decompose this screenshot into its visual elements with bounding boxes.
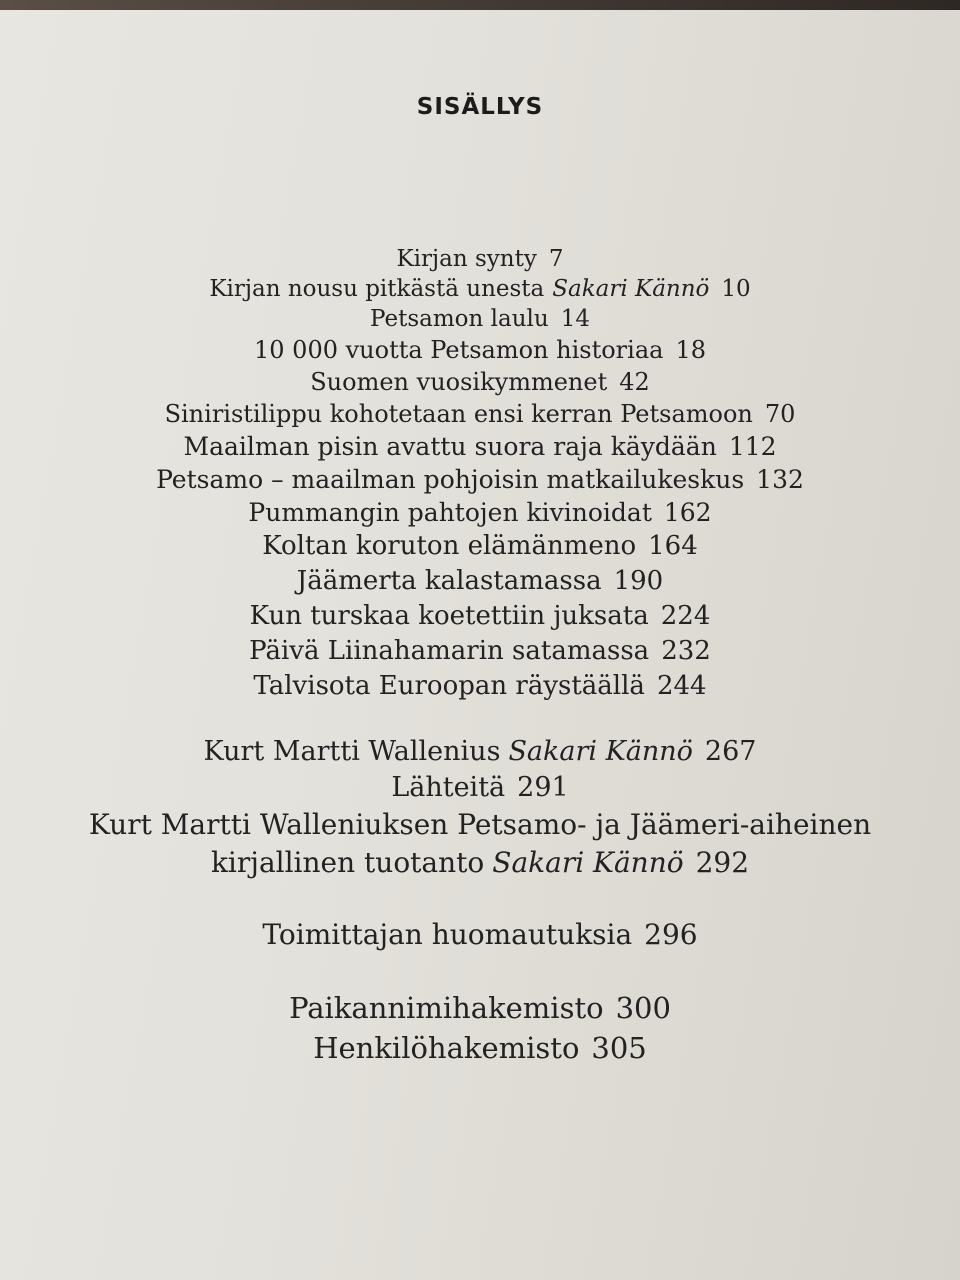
toc-entry	[0, 496, 960, 529]
toc-entry-title: Kurt Martti Wallenius	[203, 736, 501, 767]
toc-entry-title-continued: kirjallinen tuotanto	[210, 846, 485, 879]
toc-entry	[0, 529, 960, 564]
section-spacer	[0, 954, 960, 988]
toc-entry	[0, 634, 960, 669]
page-heading: SISÄLLYS	[416, 94, 544, 120]
toc-entry-title: 10 000 vuotta Petsamon historiaa	[254, 336, 664, 364]
toc-entry-page: 300	[615, 991, 671, 1025]
toc-entry-page: 224	[660, 601, 711, 631]
toc-entry-page: 164	[648, 531, 698, 561]
toc-entry-page: 112	[728, 432, 777, 461]
toc-entry-page: 190	[613, 566, 664, 596]
toc-entry-title: Kirjan synty	[396, 246, 537, 272]
toc-entry-title: Koltan koruton elämänmeno	[262, 531, 637, 561]
book-top-edge	[0, 0, 960, 10]
toc-entry-title: Paikannimihakemisto	[289, 991, 604, 1025]
toc-entry	[0, 366, 960, 398]
toc-entry-title: Petsamon laulu	[370, 306, 549, 332]
toc-entry-page: 292	[695, 846, 750, 879]
toc-entry-page: 232	[661, 636, 711, 666]
table-of-contents	[0, 244, 960, 1068]
toc-entry	[0, 669, 960, 704]
toc-entry	[0, 398, 960, 430]
toc-entry-title: Kun turskaa koetettiin juksata	[249, 601, 649, 631]
toc-entry-title: Suomen vuosikymmenet	[310, 368, 608, 396]
toc-entry-title: Jäämerta kalastamassa	[296, 566, 602, 596]
section-spacer	[0, 704, 960, 734]
section-spacer	[0, 882, 960, 916]
toc-entry	[0, 1028, 960, 1068]
toc-entry-author: Sakari Kännö	[492, 846, 684, 879]
toc-entry-title: Henkilöhakemisto	[313, 1031, 580, 1065]
toc-entry	[0, 463, 960, 496]
toc-entry-page: 267	[704, 736, 757, 767]
toc-entry	[0, 564, 960, 599]
toc-entry	[0, 770, 960, 806]
toc-entry-title: Talvisota Euroopan räystäällä	[253, 671, 645, 701]
toc-entry-page: 42	[619, 368, 650, 396]
toc-entry	[0, 599, 960, 634]
toc-entry	[0, 244, 960, 274]
toc-entry-title: Toimittajan huomautuksia	[262, 918, 633, 951]
toc-entry-page: 7	[548, 246, 564, 272]
toc-entry-title: Pummangin pahtojen kivinoidat	[248, 498, 652, 527]
toc-entry	[0, 916, 960, 954]
toc-entry-page: 296	[644, 918, 698, 951]
toc-entry	[0, 274, 960, 304]
toc-entry-page: 162	[663, 498, 712, 527]
toc-entry-title: Siniristilippu kohotetaan ensi kerran Petsamoon	[164, 400, 753, 428]
toc-entry	[0, 734, 960, 770]
toc-entry-page: 18	[675, 336, 706, 364]
toc-entry-page: 14	[560, 306, 590, 332]
toc-entry-author: Sakari Kännö	[552, 276, 710, 302]
toc-entry-author: Sakari Kännö	[508, 736, 693, 767]
toc-entry-page: 132	[756, 465, 804, 494]
toc-entry-title: Lähteitä	[391, 772, 506, 803]
toc-entry-title: Kirjan nousu pitkästä unesta	[209, 276, 545, 302]
toc-entry	[0, 988, 960, 1028]
toc-entry	[0, 430, 960, 463]
toc-entry-title: Päivä Liinahamarin satamassa	[249, 636, 650, 666]
toc-entry	[0, 334, 960, 366]
toc-entry-page: 244	[656, 671, 707, 701]
toc-entry-page: 10	[721, 276, 751, 302]
toc-entry-title: Kurt Martti Walleniuksen Petsamo- ja Jäämeri-aiheinen	[88, 808, 872, 841]
toc-entry-page: 305	[591, 1031, 647, 1065]
toc-entry-page: 70	[764, 400, 796, 428]
toc-entry-title: Petsamo – maailman pohjoisin matkailukeskus	[156, 465, 745, 494]
toc-entry-page: 291	[517, 772, 569, 803]
book-page	[0, 10, 960, 1280]
toc-entry	[0, 806, 960, 882]
toc-entry-title: Maailman pisin avattu suora raja käydään	[183, 432, 717, 461]
toc-entry	[0, 304, 960, 334]
